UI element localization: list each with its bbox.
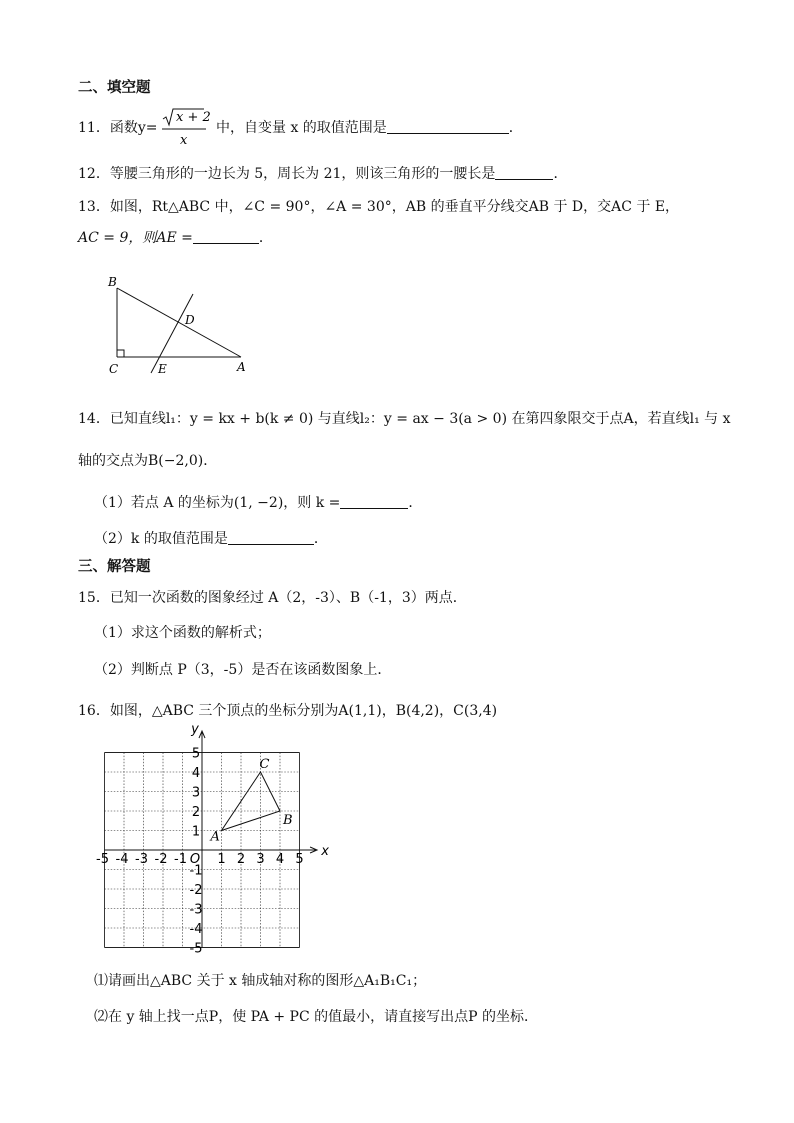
y-tick-label: -3: [189, 902, 203, 918]
label-B: B: [108, 275, 117, 289]
label-D: D: [185, 313, 195, 327]
y-tick-label: 5: [191, 746, 201, 762]
label-A: A: [237, 360, 246, 374]
q14-line2: 轴的交点为B(−2,0)．: [78, 453, 218, 469]
q15-line1: 15．已知一次函数的图象经过 A（2，-3）、B（-1，3）两点．: [78, 590, 467, 606]
q15-sub1: （1）求这个函数的解析式；: [94, 625, 271, 641]
q16-line1: 16．如图，△ABC 三个顶点的坐标分别为A(1,1)，B(4,2)，C(3,4): [78, 703, 498, 719]
y-axis-label: y: [191, 722, 199, 738]
y-tick-label: -2: [189, 883, 203, 898]
x-tick-label: -3: [135, 852, 148, 867]
y-tick-label: 4: [191, 766, 201, 781]
q13-line2-text: AC = 9，则AE =: [78, 230, 193, 246]
y-tick-label: -4: [189, 922, 203, 937]
q11-prefix: 11．函数y=: [78, 120, 158, 136]
q11-suffix-text: 中，自变量 x 的取值范围是: [216, 120, 387, 136]
x-tick-label: 2: [236, 852, 246, 867]
q14-sub1-text: （1）若点 A 的坐标为(1, −2)，则 k =: [94, 495, 341, 511]
y-tick-label: -1: [189, 863, 203, 879]
origin-label: O: [189, 852, 201, 867]
q15-sub2: （2）判断点 P（3，-5）是否在该函数图象上．: [94, 662, 392, 678]
x-tick-label: 3: [256, 852, 265, 867]
section-title-fill-in: 二、填空题: [78, 80, 151, 96]
q11-denominator: x: [180, 133, 188, 148]
x-tick-label: -1: [174, 852, 187, 867]
vertex-label-B: B: [283, 813, 293, 828]
q11-sqrt-content: x + 2: [176, 110, 211, 125]
q14-sub2-end: ．: [313, 531, 328, 547]
q16-sub1: ⑴请画出△ABC 关于 x 轴成轴对称的图形△A₁B₁C₁；: [94, 973, 427, 989]
q14-sub1-end: ．: [408, 495, 423, 511]
label-C: C: [109, 362, 119, 376]
y-tick-label: -5: [189, 941, 203, 957]
vertex-label-A: A: [210, 829, 220, 845]
y-tick-label: 3: [191, 785, 201, 801]
x-tick-label: 5: [295, 852, 304, 867]
q11-end: ．: [508, 120, 523, 136]
q14-line1: 14．已知直线l₁：y = kx + b(k ≠ 0) 与直线l₂：y = ax − 3(a > 0) 在第四象限交于点A，若直线l₁ 与 x: [78, 411, 731, 427]
label-E: E: [158, 362, 167, 376]
q16-sub2: ⑵在 y 轴上找一点P，使 PA + PC 的值最小，请直接写出点P 的坐标．: [94, 1009, 539, 1025]
x-tick-label: 1: [217, 852, 226, 867]
triangle-abc: [222, 772, 281, 831]
x-tick-label: -4: [115, 852, 129, 867]
q13-line1: 13．如图，Rt△ABC 中，∠C = 90°，∠A = 30°，AB 的垂直平分线交AB 于 D，交AC 于 E，: [78, 199, 680, 215]
x-tick-label: -5: [96, 852, 109, 867]
x-tick-label: 4: [275, 852, 285, 867]
x-tick-label: -2: [154, 852, 168, 867]
section-title-solve: 三、解答题: [78, 559, 151, 575]
q12-end: ．: [553, 166, 568, 182]
y-tick-label: 1: [191, 824, 201, 840]
y-tick-label: 2: [191, 805, 201, 820]
x-axis-label: x: [321, 844, 329, 859]
q14-sub2-text: （2）k 的取值范围是: [94, 531, 228, 547]
q12-text: 12．等腰三角形的一边长为 5，周长为 21，则该三角形的一腰长是: [78, 166, 496, 182]
q13-end: ．: [258, 230, 273, 246]
vertex-label-C: C: [259, 757, 270, 772]
